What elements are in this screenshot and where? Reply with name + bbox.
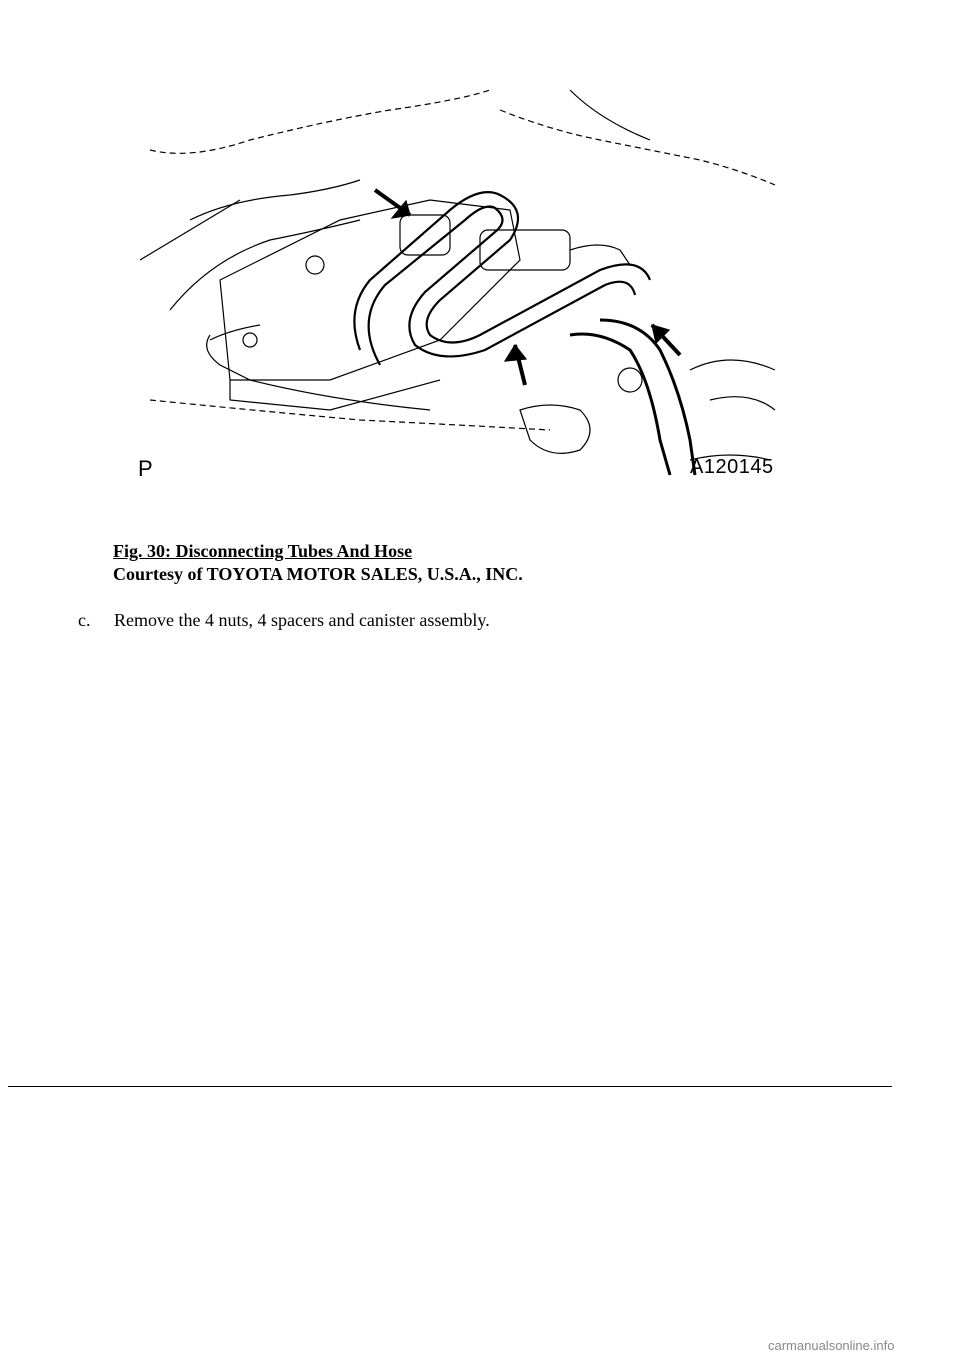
page-divider <box>8 1086 892 1087</box>
step-text: Remove the 4 nuts, 4 spacers and canister assembly. <box>114 610 490 630</box>
figure-courtesy: Courtesy of TOYOTA MOTOR SALES, U.S.A., INC. <box>113 564 523 584</box>
engine-line-drawing <box>130 80 780 480</box>
view-letter-label: P <box>138 456 153 481</box>
disconnecting-tubes-illustration <box>130 80 780 480</box>
figure-caption <box>113 540 523 586</box>
step-marker: c. <box>78 610 91 630</box>
figure-code-label: A120145 <box>690 456 774 478</box>
site-watermark: carmanualsonline.info <box>768 1338 895 1353</box>
procedure-step <box>78 609 490 632</box>
figure-title-link[interactable]: Fig. 30: Disconnecting Tubes And Hose <box>113 541 413 561</box>
